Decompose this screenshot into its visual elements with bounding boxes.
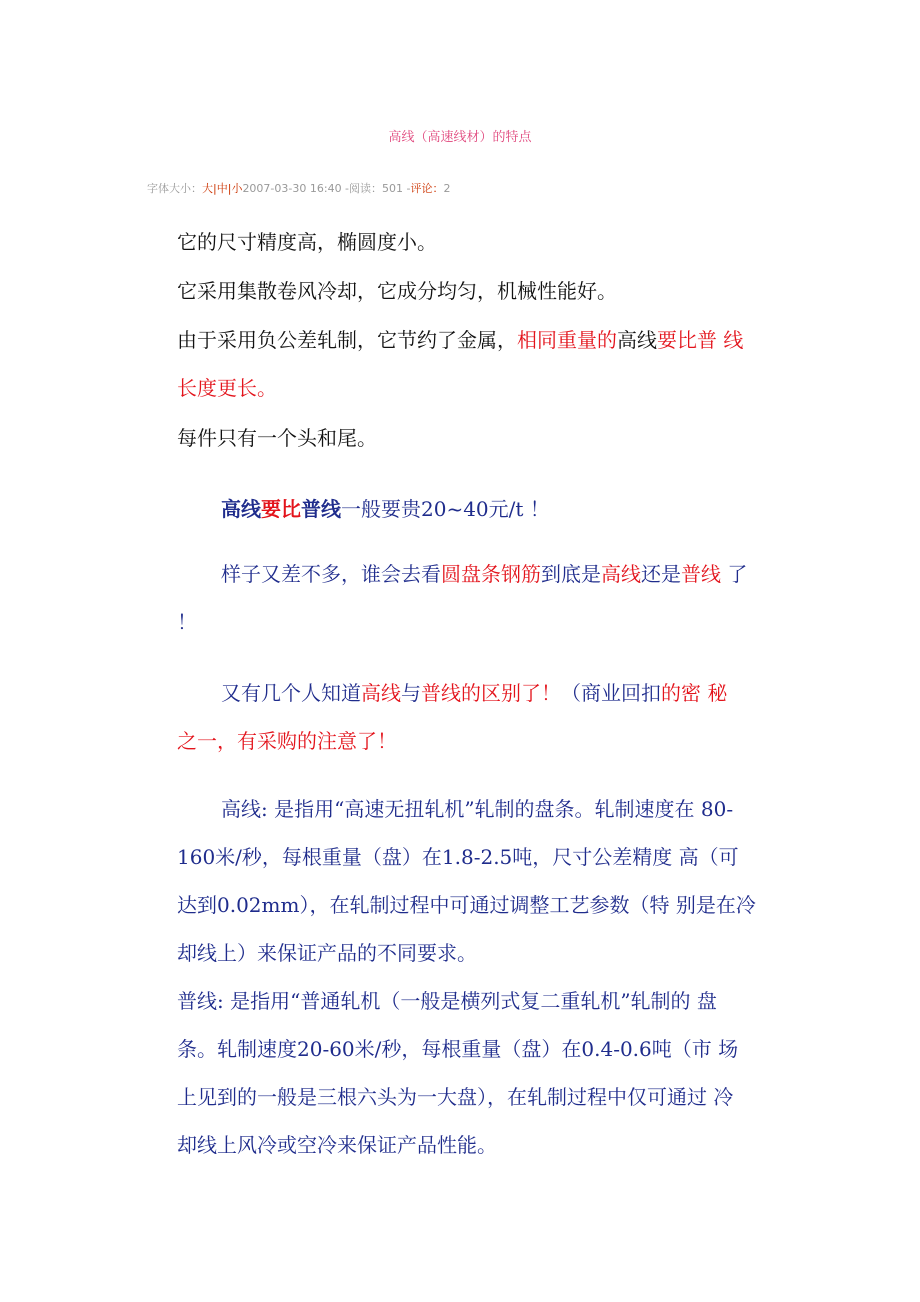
puxian-definition-line-4: 却线上风冷或空冷来保证产品性能。 [177,1133,497,1157]
separator: | [213,182,217,195]
paragraph-2: 它采用集散卷风冷却，它成分均匀，机械性能好。 [177,279,617,303]
gaoxian-definition-line-3: 达到0.02mm），在轧制过程中可通过调整工艺参数（特 别是在冷 [177,893,756,917]
highlight-text: 相同重量的 [517,328,617,352]
text-run: 到底是 [541,562,601,586]
highlight-text: 的区别了！ [461,681,561,705]
paragraph-3-line-2: 长度更长。 [177,376,277,400]
puxian-definition-line-3: 上见到的一般是三根六头为一大盘），在轧制过程中仅可通过 冷 [177,1085,734,1109]
article-meta [147,180,451,196]
text-run: 了 [721,562,748,586]
paragraph-4: 每件只有一个头和尾。 [177,426,377,450]
highlight-text: 高线 [601,562,641,586]
paragraph-1: 它的尺寸精度高，椭圆度小。 [177,230,437,254]
font-size-medium-link[interactable]: 中 [216,182,228,195]
puxian-definition-line-2: 条。轧制速度20-60米/秒，每根重量（盘）在0.4-0.6吨（市 场 [177,1037,739,1061]
font-size-small-link[interactable]: 小 [231,182,243,195]
bold-blue-text: 普线 [301,497,341,521]
text-run: 还是 [641,562,681,586]
highlight-text: 的密 秘 [661,681,728,705]
highlight-text: 高线 [361,681,401,705]
paragraph-6-line-1 [221,564,747,584]
separator: - [403,182,411,195]
text-run: 由于采用负公差轧制，它节约了金属， [177,328,517,352]
post-datetime: 2007-03-30 16:40 - [242,182,350,195]
gaoxian-definition-line-2: 160米/秒，每根重量（盘）在1.8-2.5吨，尺寸公差精度 高（可 [177,845,739,869]
font-size-large-link[interactable]: 大 [202,182,213,195]
reads-count: 501 [382,182,404,195]
bold-blue-text: 高线 [221,497,261,521]
puxian-definition-line-1: 普线: 是指用“普通轧机（一般是横列式复二重轧机”轧制的 盘 [177,989,717,1013]
paragraph-3-line-1 [177,330,743,350]
text-run: 又有几个人知道 [221,681,361,705]
font-size-label: 字体大小： [147,182,202,195]
highlight-text: 普线 [681,562,721,586]
comments-count: 2 [443,182,451,195]
highlight-text: 要比 [657,328,697,352]
text-run: （商业回扣 [561,681,661,705]
text-run: 与 [401,681,421,705]
highlight-text: 普线 [421,681,461,705]
gaoxian-definition-line-4: 却线上）来保证产品的不同要求。 [177,941,477,965]
reads-label: 阅读： [349,182,383,195]
text-run: 高线: 是指用“高速无扭轧机”轧制的盘条。轧制速度在 80- [221,797,734,821]
separator: | [227,182,232,195]
text-run: 一般要贵20~40元/t ！ [341,497,550,521]
text-run: 样子又差不多，谁会去看 [221,562,441,586]
highlight-text: 普 线 [697,328,744,352]
article-title: 高线（高速线材）的特点 [388,130,532,145]
price-line [221,499,550,519]
paragraph-7-line-1 [221,683,727,703]
highlight-text: 圆盘条钢筋 [441,562,541,586]
paragraph-6-line-2: ！ [177,610,197,634]
paragraph-7-line-2: 之一，有采购的注意了！ [177,729,397,753]
gaoxian-definition-line-1 [177,799,733,819]
comments-link[interactable]: 评论： [410,182,444,195]
text-run: 高线 [617,328,657,352]
bold-red-text: 要比 [261,497,301,521]
